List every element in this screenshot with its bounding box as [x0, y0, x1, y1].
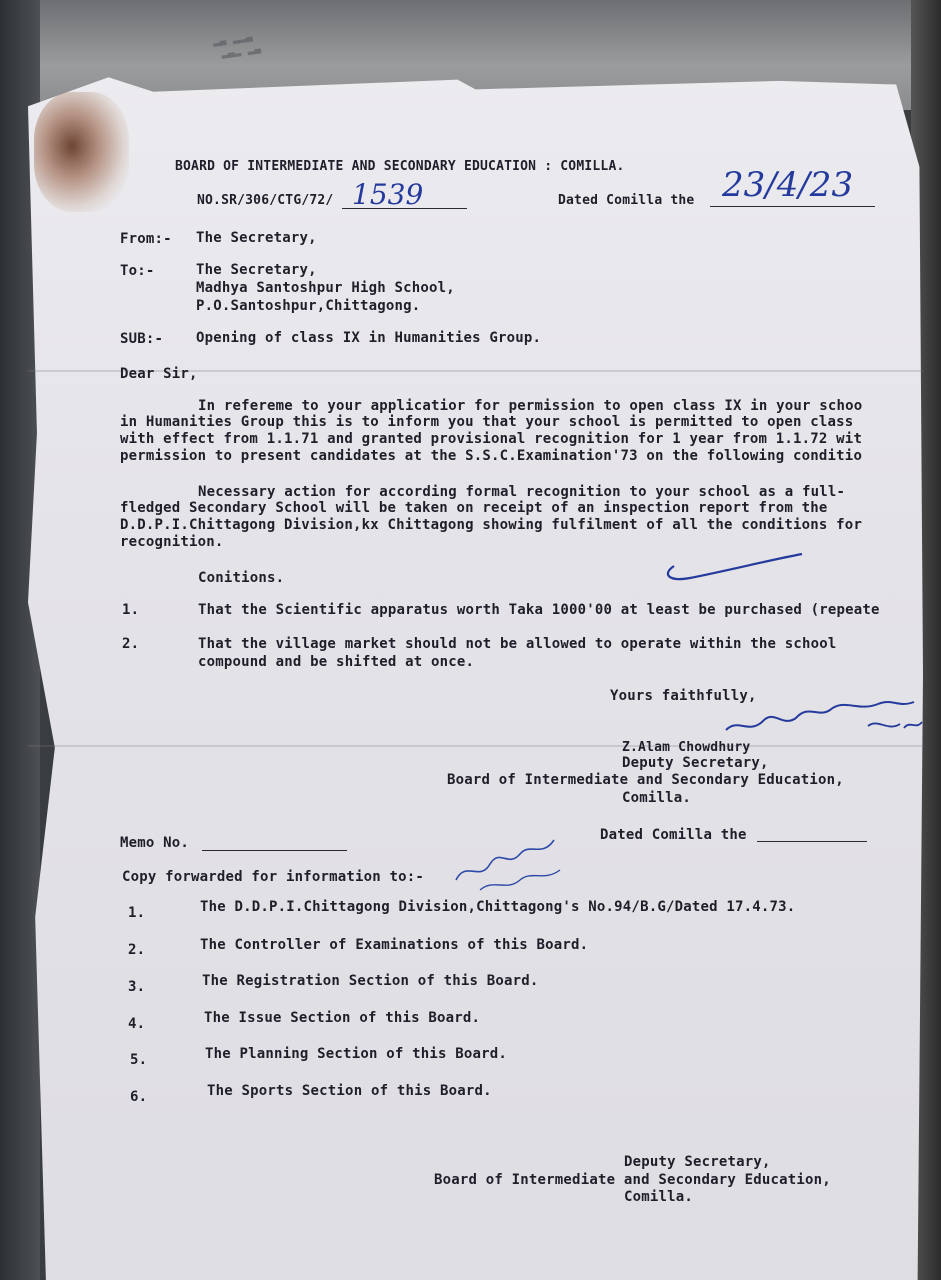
footer-org: Board of Intermediate and Secondary Education, — [434, 1172, 831, 1188]
subject-value: Opening of class IX in Humanities Group. — [196, 330, 542, 346]
paragraph-line: with effect from 1.1.71 and granted provisional recognition for 1 year from 1.1.72 wit — [120, 431, 863, 447]
dated-label: Dated Comilla the — [558, 193, 695, 208]
copy-number: 1. — [128, 905, 146, 921]
paragraph-line: in Humanities Group this is to inform you that your school is permitted to open class — [120, 414, 854, 430]
memo-blank — [202, 850, 347, 851]
date-underline — [710, 206, 875, 207]
memo-date-blank — [757, 841, 867, 842]
conditions-heading: Conitions. — [198, 570, 285, 586]
condition-text: compound and be shifted at once. — [198, 654, 475, 670]
paragraph-line: fledged Secondary School will be taken on receipt of an inspection report from the — [120, 500, 828, 516]
closing-yours: Yours faithfully, — [610, 688, 757, 704]
subject-label: SUB:- — [120, 331, 164, 347]
signatory-title: Deputy Secretary, — [622, 755, 769, 771]
copy-item: The Issue Section of this Board. — [204, 1010, 481, 1026]
condition-number: 1. — [122, 602, 140, 618]
board-heading: BOARD OF INTERMEDIATE AND SECONDARY EDUCATION : COMILLA. — [175, 159, 625, 174]
salutation: Dear Sir, — [120, 366, 198, 382]
copy-number: 2. — [128, 942, 146, 958]
memo-label: Memo No. — [120, 835, 190, 851]
tick-mark-pen — [660, 548, 810, 588]
paragraph-line: Necessary action for according formal recognition to your school as a full- — [198, 484, 846, 500]
copy-heading: Copy forwarded for information to:- — [122, 869, 425, 885]
copy-item: The Registration Section of this Board. — [202, 973, 539, 989]
paragraph-line: permission to present candidates at the S.S.C.Examination'73 on the following conditio — [120, 448, 863, 464]
signatory-name: Z.Alam Chowdhury — [622, 740, 751, 755]
copy-item: The Planning Section of this Board. — [205, 1046, 508, 1062]
footer-city: Comilla. — [624, 1189, 694, 1205]
paper-stain — [34, 92, 129, 212]
signatory-org: Board of Intermediate and Secondary Education, — [447, 772, 844, 788]
background-stamp-mark: ▂▃ ▂▂▃ ▂▃▂ ▂▃ — [211, 28, 262, 61]
from-value: The Secretary, — [196, 230, 317, 246]
paragraph-line: recognition. — [120, 534, 224, 550]
signatory-city: Comilla. — [622, 790, 692, 806]
date-handwritten: 23/4/23 — [722, 165, 854, 205]
to-label: To:- — [120, 263, 155, 279]
copy-number: 6. — [130, 1089, 148, 1105]
copy-item: The Controller of Examinations of this Board. — [200, 937, 589, 953]
footer-title: Deputy Secretary, — [624, 1154, 771, 1170]
to-line: The Secretary, — [196, 262, 317, 278]
copy-number: 3. — [128, 979, 146, 995]
reference-number-handwritten: 1539 — [352, 178, 424, 211]
copy-number: 5. — [130, 1052, 148, 1068]
reference-underline — [342, 208, 467, 209]
copy-number: 4. — [128, 1016, 146, 1032]
from-label: From:- — [120, 231, 172, 247]
to-line: Madhya Santoshpur High School, — [196, 280, 455, 296]
copy-item: The Sports Section of this Board. — [207, 1083, 492, 1099]
memo-dated-label: Dated Comilla the — [600, 827, 747, 843]
condition-number: 2. — [122, 636, 140, 652]
copy-item: The D.D.P.I.Chittagong Division,Chittagong's No.94/B.G/Dated 17.4.73. — [200, 899, 796, 915]
paragraph-line: D.D.P.I.Chittagong Division,kx Chittagong showing fulfilment of all the conditions for — [120, 517, 863, 533]
paragraph-line: In refereme to your applicatior for permission to open class IX in your schoo — [198, 398, 863, 414]
to-line: P.O.Santoshpur,Chittagong. — [196, 298, 421, 314]
condition-text: That the Scientific apparatus worth Taka 1000'00 at least be purchased (repeate — [198, 602, 880, 618]
handwritten-note — [450, 820, 570, 895]
condition-text: That the village market should not be allowed to operate within the school — [198, 636, 837, 652]
reference-number: NO.SR/306/CTG/72/ — [197, 193, 334, 208]
